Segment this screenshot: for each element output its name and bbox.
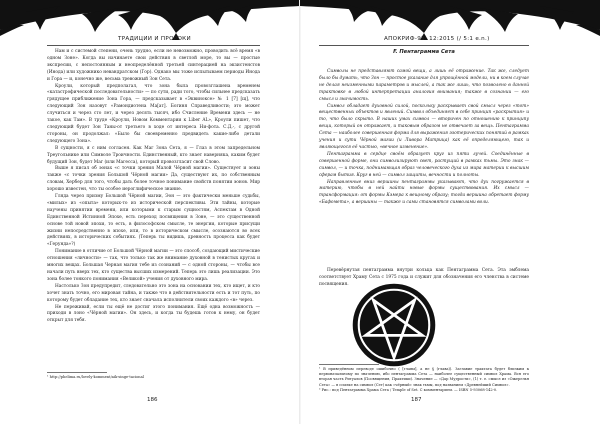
body-paragraph: Не переживай, если ты ещё не достиг этого понимания. Ещё одна возможность — приходи в лоно «Чёрной магии». Он здесь, и когда ты будешь готов к нему, он будет открыт для тебя. (47, 304, 260, 324)
header-rule-left (47, 45, 260, 46)
body-paragraph: Гляда через призму Большой Чёрной магии, Эон — это фактически меньше судьбы, «милых» из «опыта» которых-то из исторической перспективы. Эти тайны, которые научены принятии времени, или которыми к старым сущностям, Аспектам в Одной Единственной Истинной Эпохе, есть переход посвящения в Зоне, — это существенной основе той новой эпохи, то есть, в философском смысле, те энергии, которые присущи жизни непосредственно в эпохе, или, то в историческом смысле, осознаются во всех действиях, в исторических событиях. (Теперь ты видишь, древность процесса как будет «Герунда»?) (47, 194, 260, 248)
header-rule-right (319, 45, 529, 46)
footnote-rule-right (319, 364, 379, 365)
page-number-left: 186 (147, 397, 158, 403)
running-head-left: ТРАДИЦИИ И ПРОРОКИ (118, 36, 191, 42)
italic-paragraph: Символы не представляют самой вещи, а лишь её отражение. Так же, следует было бы думать, что Зон — простое указание для упрощённой модели, ни в коем случае не делая неизменными параметров и мыслей, а так же лишь, что позволено в данной трактовке в любой интерпретации аналогия внимания; также в сознании — его смысл и значимость. (319, 69, 529, 102)
italic-paragraph: Символ обладает духовной силой, поскольку раскрывает свой смысл через «тот» вещественных объектов и явлений. Символ объединяет в себе принцип «раскрытия» и то, что было скрыто. В наших умах символ — вторичен по отношению к принципу вещи, который он отражает, и таковым образом не отвечает за вещь. Пентаграмма Сета — наиболее совершенная форма для выражения эзотерических понятий в рамках учения и сути Чёрной магии (и Ливора Матрица) как её определяющего, так и являющегося её частью, «вечное изменение». (319, 103, 529, 150)
right-page (300, 0, 600, 424)
section-title: F. Пентаграмма Сета (393, 49, 455, 55)
body-paragraph: В сущности, я с ним согласен. Как Маг Зона Сета, я — Глаз в этом запредельном Треугольнике или Символе Троичности. Единственный, кто знает наверняка, каким будет будущий Зон, будет Маг (или Магесса), который провозгласит свой Слово. (47, 145, 260, 165)
left-body-text (47, 49, 260, 325)
body-paragraph: Настолько Зон предупредит, следовательно это зона на основании тех, кто ищет, и кто хочет знать точно, его мировая тайна, и также что в действительности есть и тот путь, по которому будет обладание тех, кто знает сначала исполнители своих каждого «в» через. (47, 283, 260, 303)
italic-paragraph: Направленные вниз вершины пентаграммы указывают, что дух погружается в материю, чтобы в ней найти новые формы существования. Их смысл — трансформация: от формы Кэмера к вещному образу; тогда вершина обретает форму «Бафомета», а вершины — также и сами становятся символами воли. (319, 179, 529, 206)
footnote-right: ¹ В приведённом переводе ошибочно ( [главы], а не § (глава)). Заглавие трактата будет близким к первоначальному по значению, ибо пентаграмма Сета — наиболее существенный символ Храма. Вся его вторая часть Ритуалов (Посвящения, Практики). Значение — «Дар Мудрости», (1) т. е. смысл из «Ожерелья Сета» — в ссылке на символ (Сет) как «чёрный» знак тьмы, под названием «Древнейший Символ». ² Рис.: под Пентаграмма Храма Сета / Temple of Set. С комментарием. — ISBN 5-93068-142-0. (319, 367, 529, 392)
tribal-ornament-right (300, 0, 600, 40)
pentagram-of-set-emblem (351, 282, 437, 368)
footnote-rule-left (47, 372, 107, 373)
footnote-left: ¹ http://phelima.ru/lovely-komment/aik-singe-tacional (47, 375, 144, 379)
body-paragraph: Кроули, который предполагал, что зона была провозглашена временем «катастрофической последовательности» — по сути, ради того, чтобы сильнее предсказать грядущее приближение Зона Гора, — предсказывает в «Эквиноксе» № 1 [7] [щ], что следующий Зон назовут «Рамондиотена Ма[ат]. Богиня Справедливости; это может случиться и через сто лет, и через десять тысяч, ибо Счисление Времени здесь — не такое, как Там». В труде «Кроули, Новом Комментарии к Liber AL», Кроули пишет, что следующий будет Зон Таны-от третьего в ходе от интереса Ни-фота. С.Д.-, с другой стороны, он продолжал: «Было бы своевременно предвидеть какие-либо детали следующего Зона». (47, 83, 260, 144)
page-number-right: 187 (411, 397, 422, 403)
body-paragraph: Нам и с системой степени, очень трудно, если не невозможно, проводить всё время «в одном Зоне». Когда вы начинаете свои действия в светлой морe, то вы — простые экспресии, с непостоянным и неопределённой третьей синтерацией на экзистенстов (Инода) или художнико невандратском (Гор). Однако мы тоже испытываем периоды Инода и Гора — и, конечно же, весьма тревожный Зон Сета. (47, 49, 260, 82)
right-italic-text (319, 69, 529, 207)
tribal-ornament-left (0, 0, 300, 40)
body-paragraph: Понимание в отличие от Большой Чёрной магии — это способ, создающий мистические отношения «личности» — так, что только так же внимание духовной в тенистых кругах и многих вещах. Большая Черная магия тебе из сознаний — с одной стороны, — чтобы все начали путь вверх тех, кто существа высших измерений. Теперь это лишь реализации. Это зона более тонкого понимания «Великой» учения от духовного мира. (47, 249, 260, 282)
body-paragraph: Выше я писал об эонах «с точки зрения Малой Чёрной магии». Существует и эоны также «с точки зрения Большой Чёрной магии» Да, существуют их, по собственным словам, Хербер для того, чтобы дать более точное понимание свойств понятии эонов. Мир хорошо известен, что ты особое иероглифическое знание. (47, 166, 260, 193)
running-head-right: АПОКРИФ-98: 12:2015 (/ 5:1 e.n.) (384, 36, 490, 42)
body-paragraph: Перевёрнутая пентаграмма внутри кольца как Пентаграмма Сета. Эта эмблема соответствует Храму Сета с 1975 года и служит для обозначения его членства в системе посвящения. (319, 268, 529, 287)
italic-paragraph: Пентаграмма в сердце своём образует круг из пяти лучей. Соединённые в совершенной форме, они символизируют свет, растущий в рамках тьмы. Это знак — символ, — и точка, поднимающая образ человеческого духа из мира материи к высшим сферам бытия. Круг в ней — символ защиты, вечности и полноты. (319, 151, 529, 178)
